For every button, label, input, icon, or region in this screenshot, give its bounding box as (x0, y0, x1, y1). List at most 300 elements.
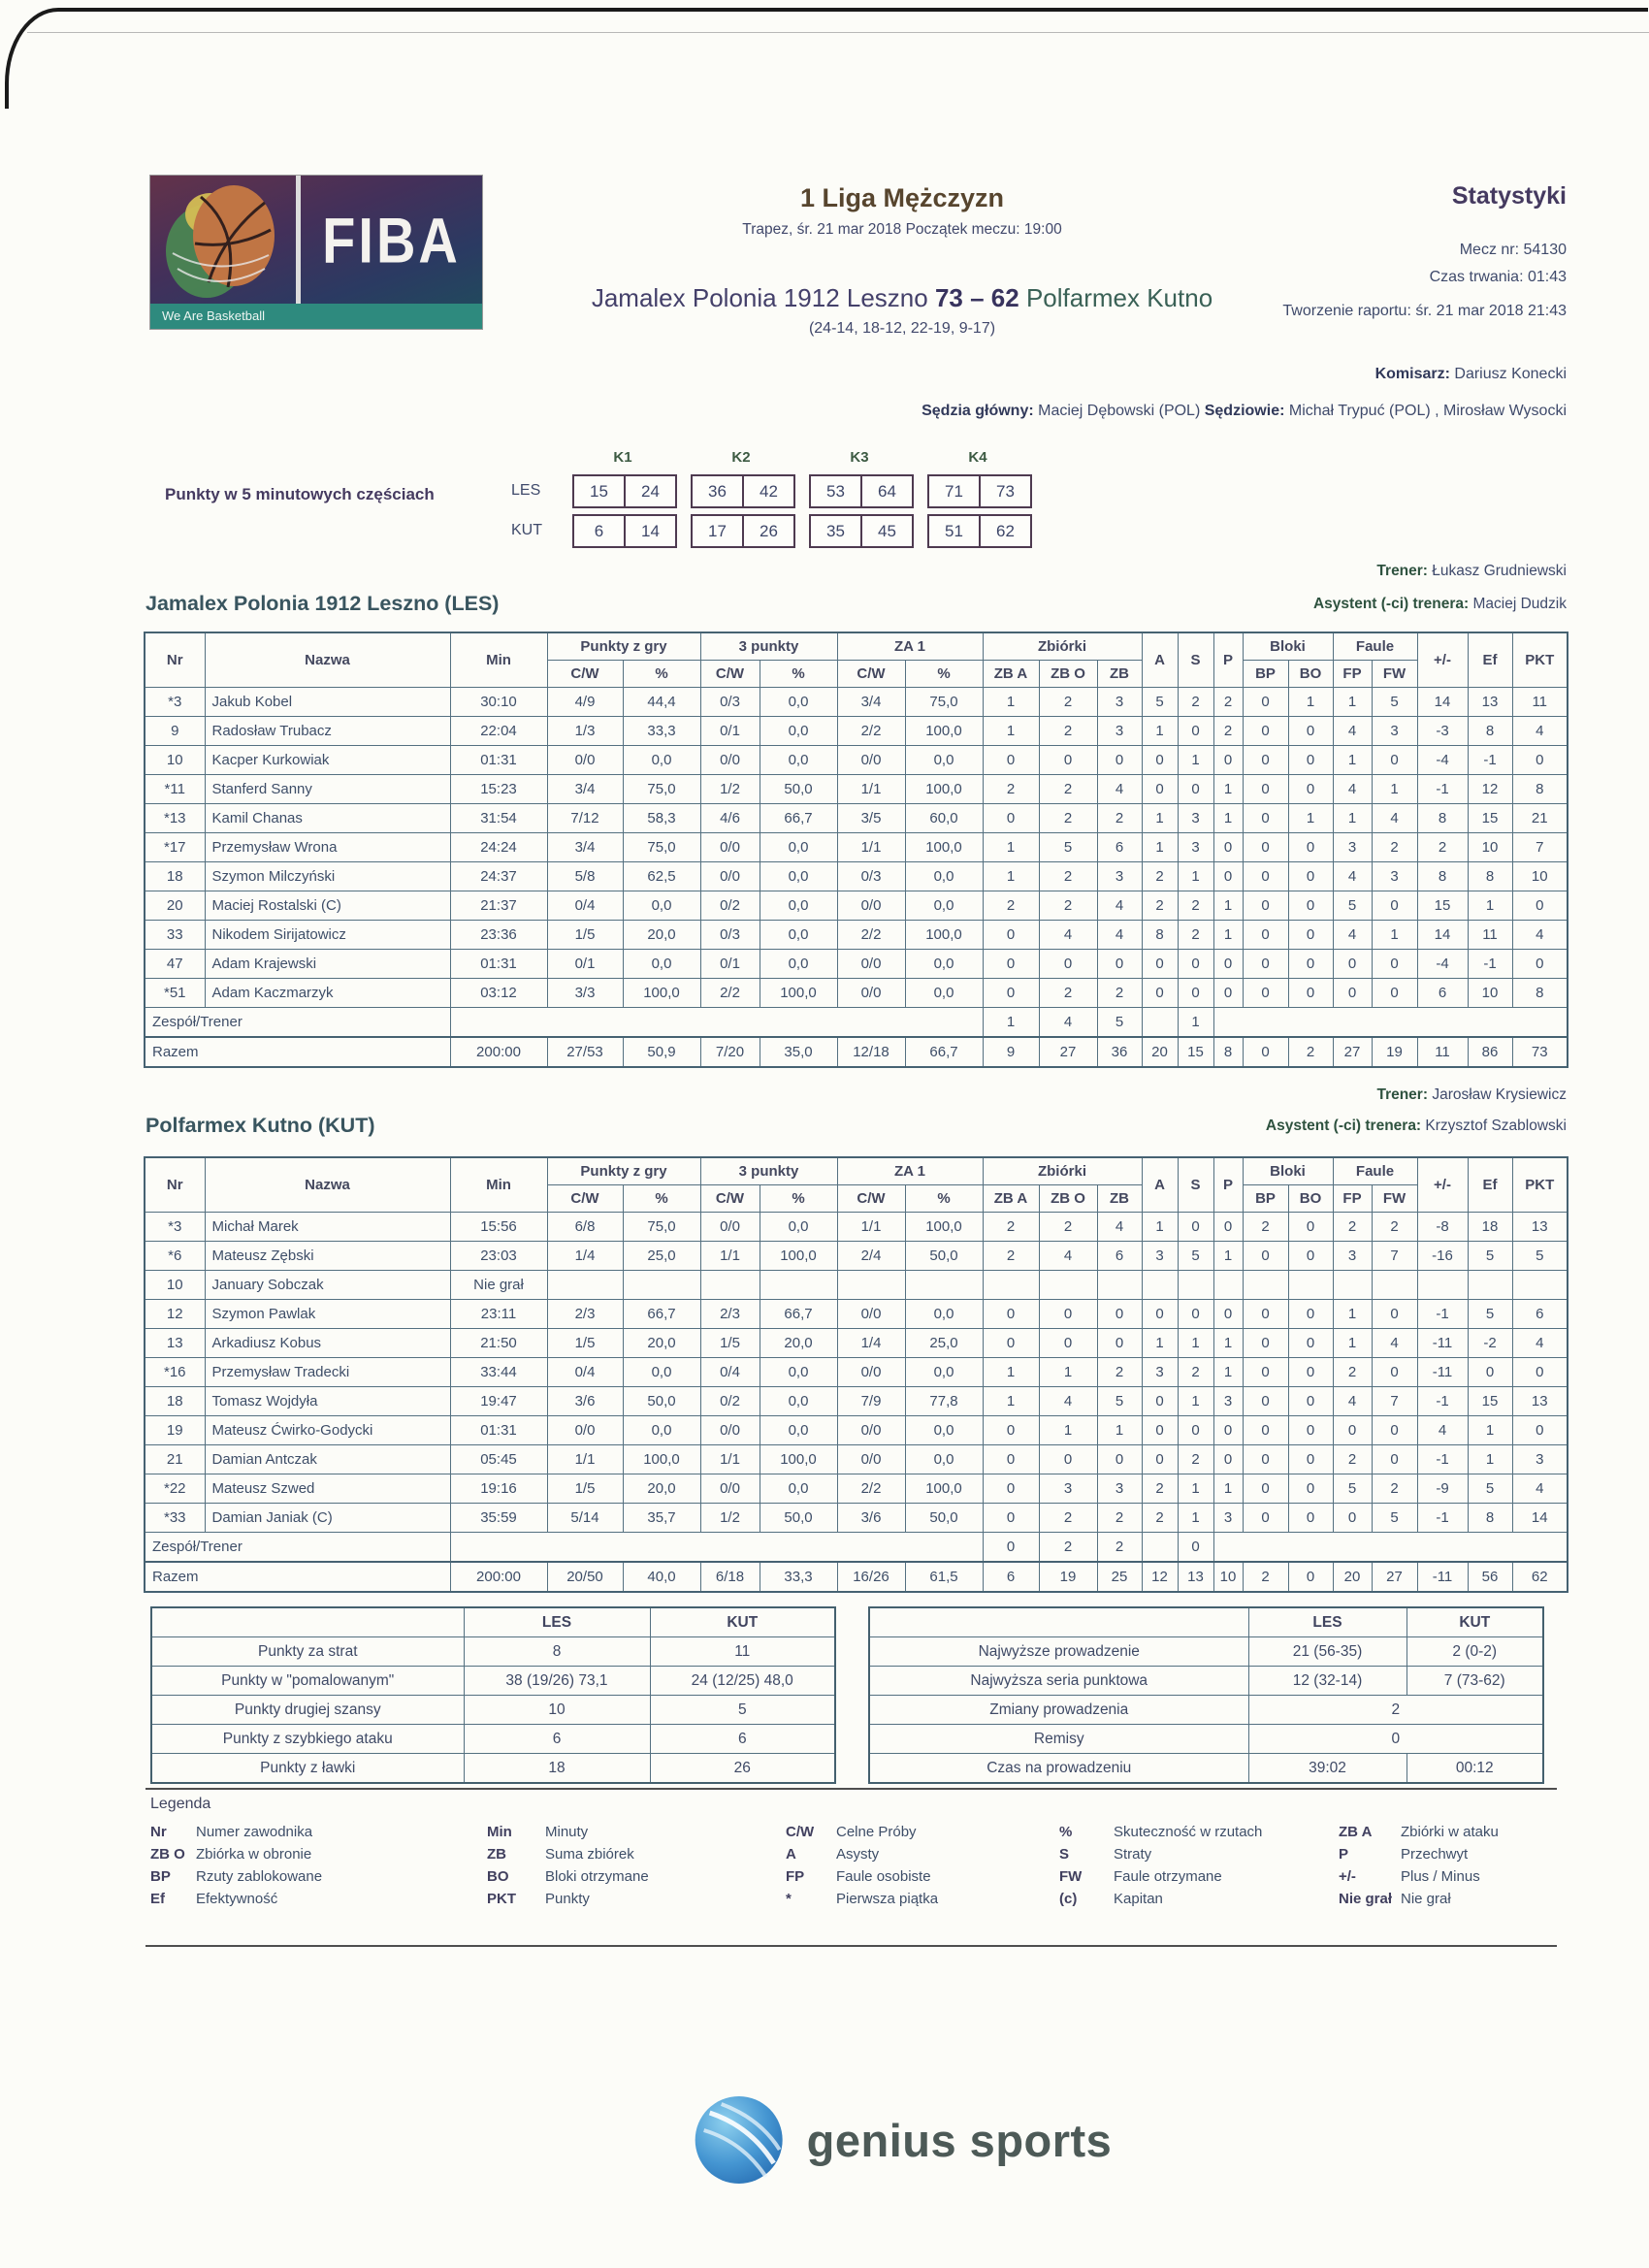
player-number: *6 (145, 1242, 205, 1271)
player-row (145, 950, 1568, 979)
stat-cell: 20,0 (623, 1474, 700, 1504)
stat-cell: 0 (1178, 775, 1213, 804)
stat-cell: 23:11 (450, 1300, 547, 1329)
stat-cell: 0 (1243, 1504, 1288, 1533)
stat-cell: 5 (1178, 1242, 1213, 1271)
stat-cell: 20,0 (623, 1329, 700, 1358)
stat-cell: 13 (1512, 1213, 1568, 1242)
stat-cell: 50,9 (623, 1037, 700, 1067)
stat-cell: 21:50 (450, 1329, 547, 1358)
column-subheader: FW (1372, 661, 1417, 688)
stat-cell: 0 (1097, 1445, 1142, 1474)
summary-table (868, 1606, 1544, 1784)
stat-cell: 0/3 (837, 862, 905, 891)
stat-cell: 0,0 (760, 862, 837, 891)
player-stats-table (144, 632, 1568, 1068)
stat-cell: 0/0 (700, 746, 760, 775)
stat-cell: 2 (1178, 1358, 1213, 1387)
stat-cell: 0 (1288, 775, 1333, 804)
stat-cell: 7/12 (547, 804, 623, 833)
stat-cell: 1 (1178, 1474, 1213, 1504)
quarter-score-value: 35 (826, 522, 845, 540)
stat-cell: 8 (1512, 775, 1568, 804)
stat-cell: 0,0 (905, 862, 983, 891)
stat-cell: 2 (1039, 804, 1097, 833)
summary-value: 7 (73-62) (1406, 1667, 1543, 1696)
stat-cell (1372, 1271, 1417, 1300)
stat-cell: 6 (983, 1562, 1039, 1592)
leads-summary-table (868, 1606, 1544, 1784)
stat-cell: 3 (1372, 862, 1417, 891)
stat-cell: 8 (1417, 804, 1468, 833)
column-header: Faule (1333, 1157, 1417, 1185)
stat-cell: 1 (1142, 717, 1178, 746)
away-coach-line (1376, 1086, 1567, 1104)
stat-cell: 58,3 (623, 804, 700, 833)
stat-cell: 16/26 (837, 1562, 905, 1592)
legend-item (1339, 1868, 1557, 1885)
stat-cell: 2 (1333, 1445, 1372, 1474)
stat-cell: 0,0 (760, 1213, 837, 1242)
stat-cell: 0,0 (905, 1300, 983, 1329)
stat-cell: 4 (1333, 921, 1372, 950)
stat-cell: 0/0 (837, 979, 905, 1008)
stat-cell: 0 (1039, 1329, 1097, 1358)
stat-cell: 4/9 (547, 688, 623, 717)
stat-cell: 0 (1213, 1416, 1243, 1445)
stat-cell: 0 (1213, 833, 1243, 862)
summary-value: 6 (650, 1725, 835, 1754)
player-name: Szymon Pawlak (205, 1300, 450, 1329)
stat-cell: 0 (983, 950, 1039, 979)
column-subheader: BO (1288, 661, 1333, 688)
stat-cell: 1/1 (547, 1445, 623, 1474)
stat-cell: -11 (1417, 1562, 1468, 1592)
stat-cell: 11 (1512, 688, 1568, 717)
stat-cell: 5 (1468, 1242, 1512, 1271)
stat-cell: 2 (983, 1242, 1039, 1271)
stat-cell (700, 1271, 760, 1300)
scan-line-artifact (27, 32, 1649, 33)
stat-cell: 0 (1243, 1242, 1288, 1271)
column-subheader: C/W (547, 1185, 623, 1213)
stat-cell (1097, 1271, 1142, 1300)
stat-cell (1142, 1533, 1178, 1563)
stat-cell: 0 (1468, 1358, 1512, 1387)
stat-cell: 62 (1512, 1562, 1568, 1592)
player-name: Nikodem Sirijatowicz (205, 921, 450, 950)
player-number: 9 (145, 717, 205, 746)
stat-cell: 1 (1142, 804, 1178, 833)
player-number: 10 (145, 1271, 205, 1300)
stat-cell: 4 (1333, 717, 1372, 746)
column-subheader: FP (1333, 1185, 1372, 1213)
referees-line (922, 403, 1567, 420)
stat-cell: 0 (1288, 891, 1333, 921)
stat-cell: 15:23 (450, 775, 547, 804)
stat-cell: 0 (1243, 746, 1288, 775)
stat-cell: 0 (1288, 1474, 1333, 1504)
legend-desc: Przechwyt (1401, 1846, 1469, 1863)
player-number: 10 (145, 746, 205, 775)
coach-label: Trener: (1376, 563, 1428, 579)
summary-value: 5 (650, 1696, 835, 1725)
stat-cell: 35,7 (623, 1504, 700, 1533)
summary-label: Punkty drugiej szansy (151, 1696, 464, 1725)
stat-cell: 0,0 (760, 891, 837, 921)
stat-cell: 4 (1512, 1474, 1568, 1504)
stat-cell: 0 (1288, 1358, 1333, 1387)
stat-cell: 1 (1372, 775, 1417, 804)
stat-cell: 1 (1213, 1474, 1243, 1504)
legend-abbr: C/W (786, 1824, 815, 1840)
stat-cell (1288, 1271, 1333, 1300)
quarter-header: K4 (968, 449, 987, 466)
blank-cell (1213, 1533, 1568, 1563)
stat-cell (1468, 1271, 1512, 1300)
stat-cell: 01:31 (450, 746, 547, 775)
stat-cell: 0 (1243, 1474, 1288, 1504)
player-row (145, 1213, 1568, 1242)
stat-cell: 27 (1333, 1037, 1372, 1067)
legend-item (150, 1846, 487, 1863)
stat-cell: 0 (1288, 979, 1333, 1008)
summary-row (151, 1696, 835, 1725)
stat-cell: 4 (1333, 775, 1372, 804)
fiba-tagline: We Are Basketball (150, 304, 482, 329)
player-number: *17 (145, 833, 205, 862)
stat-cell: 24:24 (450, 833, 547, 862)
legend-abbr: +/- (1339, 1868, 1356, 1885)
stat-cell: 1/1 (700, 1445, 760, 1474)
stat-cell: 200:00 (450, 1562, 547, 1592)
stat-cell: 01:31 (450, 950, 547, 979)
stat-cell: 0 (1243, 1445, 1288, 1474)
dnp-cell: Nie grał (450, 1271, 547, 1300)
stat-cell: 0/0 (700, 1213, 760, 1242)
stat-cell: 100,0 (760, 1445, 837, 1474)
player-row (145, 1329, 1568, 1358)
quarter-score-value: 45 (860, 516, 912, 546)
stat-cell: 2 (1178, 921, 1213, 950)
assistant-label: Asystent (-ci) trenera: (1312, 596, 1470, 612)
stat-cell: 5 (1468, 1300, 1512, 1329)
home-team-stats-table (144, 632, 1568, 1068)
stat-cell: 0,0 (905, 950, 983, 979)
stat-cell: 2 (1097, 979, 1142, 1008)
team-column-header: LES (1248, 1607, 1406, 1637)
stat-cell: 0 (983, 746, 1039, 775)
stat-cell: 2 (1372, 1474, 1417, 1504)
column-header: ZA 1 (837, 632, 983, 661)
stat-cell: 3 (1039, 1474, 1097, 1504)
summary-row (869, 1696, 1543, 1725)
stat-cell: 86 (1468, 1037, 1512, 1067)
stat-cell: 3 (1512, 1445, 1568, 1474)
coach-name: Łukasz Grudniewski (1432, 563, 1567, 579)
stat-cell: 1/1 (700, 1242, 760, 1271)
stat-cell: 2 (1142, 862, 1178, 891)
stat-cell: 100,0 (905, 921, 983, 950)
stat-cell: 1 (983, 862, 1039, 891)
commissioner-name: Dariusz Konecki (1454, 366, 1567, 382)
player-number: 13 (145, 1329, 205, 1358)
column-header: Min (450, 1157, 547, 1213)
legend-desc: Efektywność (196, 1891, 278, 1907)
summary-value: 6 (464, 1725, 650, 1754)
stat-cell: 3 (1097, 862, 1142, 891)
summary-label: Czas na prowadzeniu (869, 1754, 1248, 1784)
summary-label: Punkty w "pomalowanym" (151, 1667, 464, 1696)
stat-cell: 0 (1512, 746, 1568, 775)
summary-label: Najwyższe prowadzenie (869, 1637, 1248, 1667)
legend-item (487, 1868, 786, 1885)
stat-cell: 1 (1288, 688, 1333, 717)
stat-cell: 0 (1243, 1329, 1288, 1358)
stat-cell: -11 (1417, 1329, 1468, 1358)
stat-cell: 4 (1097, 921, 1142, 950)
stat-cell (1333, 1271, 1372, 1300)
stat-cell: 4 (1417, 1416, 1468, 1445)
stat-cell: 8 (1468, 1504, 1512, 1533)
legend-item (786, 1868, 1059, 1885)
column-subheader: % (905, 661, 983, 688)
stat-cell: 0,0 (760, 1474, 837, 1504)
stat-cell: 0 (983, 921, 1039, 950)
column-subheader: BP (1243, 1185, 1288, 1213)
column-header: Ef (1468, 632, 1512, 688)
legend-abbr: BP (150, 1868, 171, 1885)
column-subheader: ZB O (1039, 661, 1097, 688)
column-subheader: ZB (1097, 1185, 1142, 1213)
summary-label: Punkty z ławki (151, 1754, 464, 1784)
stat-cell: 0 (1178, 1533, 1213, 1563)
stat-cell: 1 (1213, 1242, 1243, 1271)
stat-cell: 0 (1288, 1562, 1333, 1592)
stat-cell: 0,0 (905, 746, 983, 775)
stat-cell: 50,0 (760, 1504, 837, 1533)
stat-cell: 15 (1178, 1037, 1213, 1067)
stat-cell: 0 (1178, 1300, 1213, 1329)
legend-abbr: P (1339, 1846, 1349, 1863)
quarter-score-box (691, 474, 795, 508)
quarter-score-value: 36 (708, 482, 727, 501)
summary-value: 26 (650, 1754, 835, 1784)
stat-cell: 5 (1372, 1504, 1417, 1533)
summary-row (151, 1637, 835, 1667)
legend-item (1059, 1868, 1339, 1885)
stat-cell: 2 (1333, 1358, 1372, 1387)
column-header: ZA 1 (837, 1157, 983, 1185)
stat-cell: 7/9 (837, 1387, 905, 1416)
stat-cell: 75,0 (623, 1213, 700, 1242)
separator-line (146, 1788, 1557, 1790)
stat-cell: 21 (1512, 804, 1568, 833)
stat-cell: 0 (1372, 950, 1417, 979)
stat-cell (1142, 1271, 1178, 1300)
stat-cell: 0/1 (700, 950, 760, 979)
stat-cell: 0 (1372, 891, 1417, 921)
stat-cell: 0 (1142, 979, 1178, 1008)
summary-value: 21 (56-35) (1248, 1637, 1406, 1667)
stat-cell: 3 (1097, 1474, 1142, 1504)
stat-cell: 01:31 (450, 1416, 547, 1445)
stat-cell: 1 (1213, 1358, 1243, 1387)
player-row (145, 1387, 1568, 1416)
totals-row (145, 1037, 1568, 1067)
stat-cell: 15 (1417, 891, 1468, 921)
stat-cell: 0 (1213, 1300, 1243, 1329)
stat-cell: 0 (1243, 717, 1288, 746)
stat-cell: -9 (1417, 1474, 1468, 1504)
stat-cell: 1/5 (700, 1329, 760, 1358)
player-name: Michał Marek (205, 1213, 450, 1242)
stat-cell: 2 (1178, 1445, 1213, 1474)
stat-cell: 7 (1512, 833, 1568, 862)
column-header: 3 punkty (700, 1157, 837, 1185)
stat-cell: 1 (1097, 1416, 1142, 1445)
stat-cell: 31:54 (450, 804, 547, 833)
stat-cell: 0 (1243, 688, 1288, 717)
player-number: *16 (145, 1358, 205, 1387)
stat-cell: 0 (1243, 1037, 1288, 1067)
stat-cell: 5 (1333, 891, 1372, 921)
stat-cell: 0 (1288, 862, 1333, 891)
stat-cell: 2 (1097, 1358, 1142, 1387)
stat-cell: 0/0 (547, 1416, 623, 1445)
stat-cell: 0 (1243, 862, 1288, 891)
stat-cell: 3/3 (547, 979, 623, 1008)
row-label: Razem (145, 1037, 450, 1067)
stat-cell: 0/0 (837, 1300, 905, 1329)
stat-cell (1417, 1271, 1468, 1300)
stat-cell: 20 (1142, 1037, 1178, 1067)
duration: Czas trwania: 01:43 (1429, 269, 1567, 285)
stat-cell: 24:37 (450, 862, 547, 891)
player-name: Jakub Kobel (205, 688, 450, 717)
stat-cell: 1/1 (837, 1213, 905, 1242)
stat-cell: 0 (1142, 1416, 1178, 1445)
column-header: 3 punkty (700, 632, 837, 661)
away-team-heading: Polfarmex Kutno (KUT) (146, 1114, 375, 1137)
legend-abbr: Nr (150, 1824, 167, 1840)
stat-cell: 0/0 (837, 1445, 905, 1474)
stat-cell: 0 (1512, 1358, 1568, 1387)
player-name: Damian Antczak (205, 1445, 450, 1474)
stat-cell: 100,0 (905, 833, 983, 862)
stat-cell: 0/0 (837, 891, 905, 921)
player-name: Arkadiusz Kobus (205, 1329, 450, 1358)
player-number: *22 (145, 1474, 205, 1504)
stat-cell: 23:03 (450, 1242, 547, 1271)
stat-cell: 3/4 (547, 833, 623, 862)
summary-row (869, 1637, 1543, 1667)
player-number: 21 (145, 1445, 205, 1474)
quarter-score-value: 24 (624, 476, 675, 506)
stat-cell: -1 (1417, 1300, 1468, 1329)
stat-cell: 0,0 (760, 688, 837, 717)
summary-value: 24 (12/25) 48,0 (650, 1667, 835, 1696)
legend-desc: Numer zawodnika (196, 1824, 313, 1840)
stat-cell: 200:00 (450, 1037, 547, 1067)
referee-main-name: Maciej Dębowski (POL) (1038, 403, 1201, 419)
stat-cell: 1 (1288, 804, 1333, 833)
stat-cell: 2 (1372, 833, 1417, 862)
stat-cell: 2 (1178, 688, 1213, 717)
stat-cell: 0 (1142, 1387, 1178, 1416)
stat-cell (623, 1271, 700, 1300)
legend-abbr: BO (487, 1868, 509, 1885)
stat-cell: -4 (1417, 950, 1468, 979)
stat-cell: 4/6 (700, 804, 760, 833)
stat-cell: 22:04 (450, 717, 547, 746)
legend-abbr: Ef (150, 1891, 165, 1907)
stat-cell: 0 (983, 1504, 1039, 1533)
column-subheader: C/W (837, 661, 905, 688)
player-number: *13 (145, 804, 205, 833)
stat-cell: 9 (983, 1037, 1039, 1067)
stat-cell: 0,0 (760, 1387, 837, 1416)
stat-cell: 1 (1178, 1329, 1213, 1358)
stat-cell: 27/53 (547, 1037, 623, 1067)
stat-cell (1178, 1271, 1213, 1300)
stat-cell: 0 (1243, 1387, 1288, 1416)
stat-cell: 0/0 (700, 1474, 760, 1504)
stat-cell: 0 (1213, 979, 1243, 1008)
stat-cell: 3 (1213, 1504, 1243, 1533)
stat-cell: 0 (1243, 775, 1288, 804)
stat-cell: 1 (1039, 1358, 1097, 1387)
stat-cell: 0 (1288, 833, 1333, 862)
stat-cell: 6/8 (547, 1213, 623, 1242)
stat-cell: 1 (1213, 891, 1243, 921)
stat-cell: 0 (1372, 1445, 1417, 1474)
legend-item (487, 1891, 786, 1907)
stat-cell: -2 (1468, 1329, 1512, 1358)
stat-cell: 0,0 (760, 921, 837, 950)
summary-label: Punkty z szybkiego ataku (151, 1725, 464, 1754)
player-row (145, 688, 1568, 717)
stat-cell: 12/18 (837, 1037, 905, 1067)
stat-cell: 75,0 (905, 688, 983, 717)
stat-cell: 2 (1039, 775, 1097, 804)
stat-cell: 2 (1039, 891, 1097, 921)
stat-cell: 0 (1178, 979, 1213, 1008)
stat-cell: 5/8 (547, 862, 623, 891)
stat-cell: 1 (1213, 804, 1243, 833)
stat-cell: 4 (1039, 1242, 1097, 1271)
scan-edge-artifact (5, 8, 1648, 109)
stat-cell: 25,0 (905, 1329, 983, 1358)
stat-cell: 0 (1333, 950, 1372, 979)
stat-cell: 1/1 (837, 833, 905, 862)
quarter-score-value: 51 (945, 522, 963, 540)
assistant-name: Krzysztof Szablowski (1425, 1118, 1567, 1134)
summary-label: Remisy (869, 1725, 1248, 1754)
stat-cell: 0 (1372, 1358, 1417, 1387)
column-header: +/- (1417, 1157, 1468, 1213)
stat-cell: 73 (1512, 1037, 1568, 1067)
column-header: Punkty z gry (547, 632, 700, 661)
legend-desc: Suma zbiórek (545, 1846, 634, 1863)
stat-cell: 0 (1372, 1416, 1417, 1445)
stat-cell: 7 (1372, 1242, 1417, 1271)
stat-cell: 1 (1468, 891, 1512, 921)
stat-cell: 30:10 (450, 688, 547, 717)
legend-abbr: Min (487, 1824, 512, 1840)
stat-cell: 1 (1178, 746, 1213, 775)
stat-cell: 0 (983, 1445, 1039, 1474)
